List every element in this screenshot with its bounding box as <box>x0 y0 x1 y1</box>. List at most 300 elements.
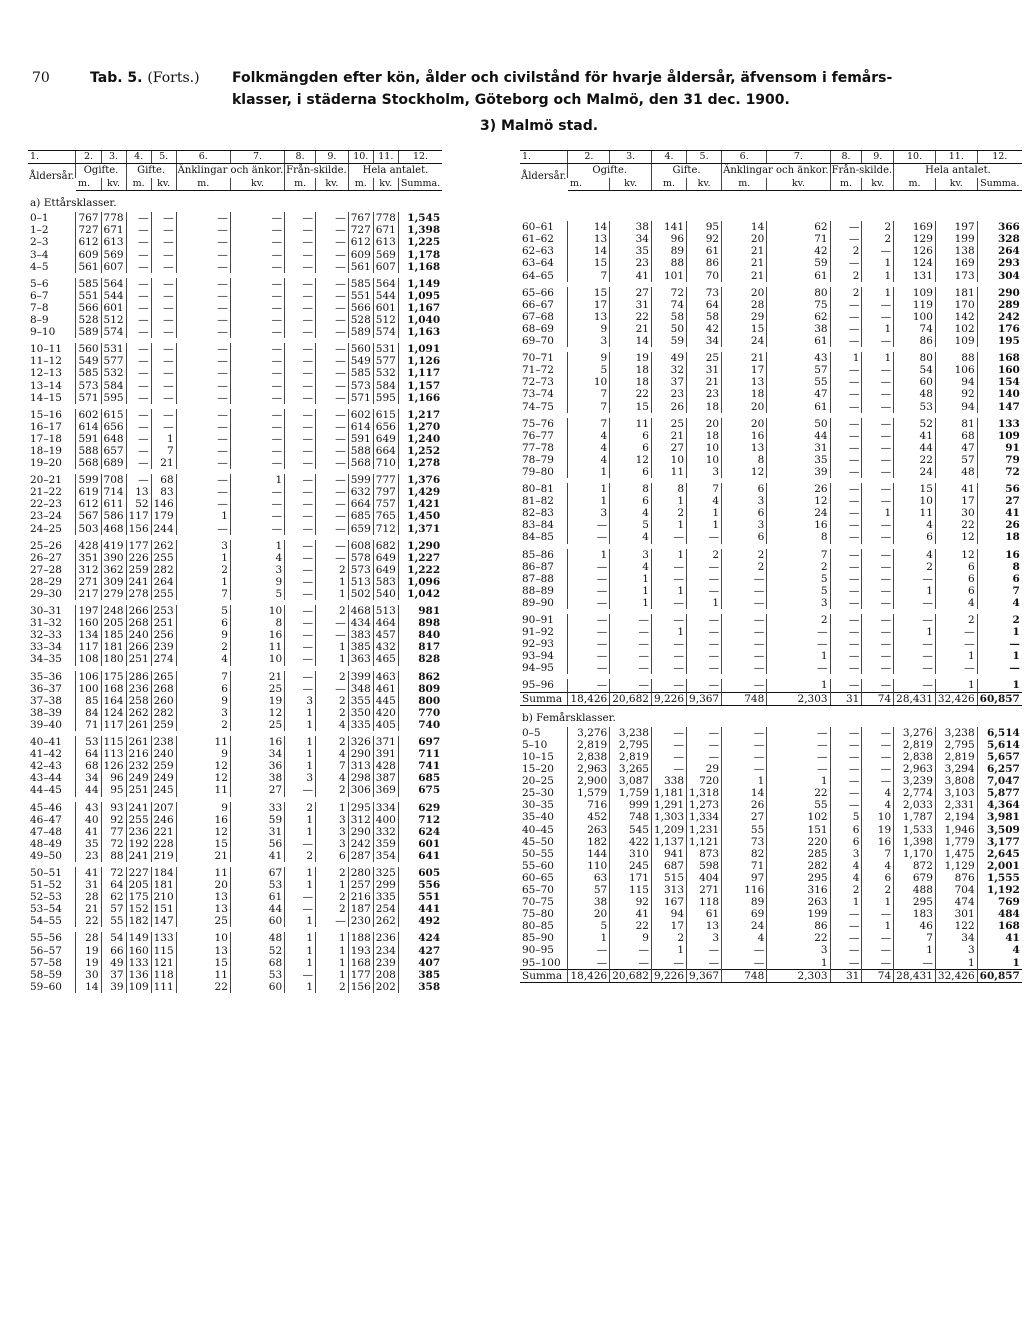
table-row <box>28 290 442 302</box>
value-cell: 390 <box>101 552 126 564</box>
table-row <box>520 221 1022 233</box>
value-cell: 298 <box>348 772 373 784</box>
value-cell: — <box>722 662 767 674</box>
value-cell: 4 <box>610 531 652 543</box>
col-widowed-header: Änklingar och änkor. <box>177 165 284 177</box>
value-cell: 1 <box>568 466 610 478</box>
value-cell: 22 <box>935 519 977 531</box>
table-row <box>520 824 1022 836</box>
value-cell: — <box>285 474 316 486</box>
value-cell: 1 <box>651 585 686 597</box>
value-cell: 566 <box>76 302 101 314</box>
value-cell: 1,475 <box>935 848 977 860</box>
value-cell: — <box>126 224 151 236</box>
value-cell: 602 <box>348 409 373 421</box>
value-cell: 24 <box>894 466 936 478</box>
col-number: 11. <box>373 151 398 164</box>
value-cell: — <box>176 326 230 338</box>
value-cell: 614 <box>348 421 373 433</box>
value-cell: 28 <box>76 891 101 903</box>
value-cell: — <box>687 739 722 751</box>
col-number: 8. <box>285 151 316 164</box>
value-cell: 31 <box>610 299 652 311</box>
value-cell: 359 <box>373 838 398 850</box>
table-row <box>520 811 1022 823</box>
value-cell: 332 <box>373 826 398 838</box>
value-cell: 93 <box>101 802 126 814</box>
value-cell: — <box>687 957 722 970</box>
value-cell: — <box>151 367 176 379</box>
col-unit-kv: kv. <box>101 178 126 191</box>
value-cell: 109 <box>935 335 977 347</box>
value-cell: — <box>894 679 936 692</box>
value-cell: 1 <box>862 920 894 932</box>
value-cell: 488 <box>894 884 936 896</box>
value-cell: — <box>126 367 151 379</box>
value-cell: 10 <box>894 495 936 507</box>
table-row <box>28 802 442 814</box>
value-cell: 1,334 <box>687 811 722 823</box>
value-cell: 126 <box>894 245 936 257</box>
value-cell: 199 <box>767 908 830 920</box>
value-cell: — <box>767 638 830 650</box>
value-cell: 2 <box>830 884 862 896</box>
col-unit-summa: Summa. <box>977 178 1022 191</box>
value-cell: 2 <box>862 233 894 245</box>
sum-cell: 27 <box>977 495 1022 507</box>
value-cell: 38 <box>767 323 830 335</box>
value-cell: 876 <box>935 872 977 884</box>
value-cell: 571 <box>348 392 373 404</box>
value-cell: 64 <box>76 748 101 760</box>
value-cell: — <box>830 751 862 763</box>
value-cell: — <box>230 367 284 379</box>
age-cell: 67–68 <box>522 310 554 323</box>
value-cell: 22 <box>894 454 936 466</box>
value-cell: 6 <box>830 836 862 848</box>
table-row <box>520 932 1022 944</box>
value-cell: 271 <box>687 884 722 896</box>
value-cell: 657 <box>101 445 126 457</box>
value-cell: 14 <box>722 787 767 799</box>
sum-cell: 1,225 <box>398 236 442 248</box>
value-cell: 282 <box>767 860 830 872</box>
value-cell: 258 <box>126 695 151 707</box>
value-cell: 1 <box>285 760 316 772</box>
value-cell: — <box>285 903 316 915</box>
age-cell: 25–26 <box>30 539 62 552</box>
age-cell: 70–75 <box>522 896 554 909</box>
value-cell: 192 <box>126 838 151 850</box>
value-cell: 2 <box>862 221 894 233</box>
value-cell: 1 <box>767 650 830 662</box>
sum-cell: 26 <box>977 519 1022 531</box>
value-cell: 39 <box>767 466 830 478</box>
summa-value: 18,426 <box>568 969 610 982</box>
value-cell: — <box>151 326 176 338</box>
value-cell: 1,137 <box>651 836 686 848</box>
table-row <box>28 302 442 314</box>
sum-cell: 1,376 <box>398 474 442 486</box>
value-cell: — <box>126 278 151 290</box>
value-cell: 64 <box>687 299 722 311</box>
value-cell: 53 <box>230 879 284 891</box>
value-cell: 8 <box>651 483 686 495</box>
value-cell: 5 <box>830 811 862 823</box>
value-cell: 313 <box>348 760 373 772</box>
sum-cell: 1,192 <box>977 884 1022 896</box>
sum-cell: 1,290 <box>398 540 442 552</box>
value-cell: 271 <box>76 576 101 588</box>
value-cell: 3 <box>610 549 652 561</box>
value-cell: — <box>568 531 610 543</box>
value-cell: 180 <box>101 653 126 665</box>
value-cell: 316 <box>767 884 830 896</box>
value-cell: 568 <box>348 457 373 469</box>
value-cell: 2 <box>935 614 977 626</box>
value-cell: 72 <box>101 838 126 850</box>
value-cell: — <box>230 433 284 445</box>
value-cell: 14 <box>568 221 610 233</box>
sum-cell: 140 <box>977 388 1022 400</box>
age-cell: 30–31 <box>30 605 62 618</box>
age-cell: 16–17 <box>30 420 62 433</box>
age-cell: 63–64 <box>522 257 554 270</box>
table-row <box>520 466 1022 478</box>
value-cell: 251 <box>151 617 176 629</box>
value-cell: — <box>830 418 862 430</box>
value-cell: 61 <box>767 270 830 282</box>
value-cell: — <box>767 751 830 763</box>
value-cell: 1 <box>894 944 936 956</box>
value-cell: 59 <box>230 814 284 826</box>
value-cell: — <box>722 614 767 626</box>
age-cell: 93–94 <box>522 650 554 663</box>
summa-value: 748 <box>722 969 767 982</box>
value-cell: 285 <box>767 848 830 860</box>
value-cell: 3,265 <box>610 763 652 775</box>
table-row <box>28 671 442 683</box>
value-cell: 41 <box>230 850 284 862</box>
value-cell: — <box>316 224 349 236</box>
value-cell: 528 <box>76 314 101 326</box>
col-number: 2. <box>76 151 101 164</box>
col-total-header: Hela antalet. <box>894 164 1022 179</box>
value-cell: 255 <box>151 588 176 600</box>
value-cell: 569 <box>373 249 398 261</box>
value-cell: — <box>126 380 151 392</box>
value-cell: 569 <box>101 249 126 261</box>
table-row <box>520 531 1022 543</box>
value-cell: — <box>316 433 349 445</box>
value-cell: 1 <box>862 507 894 519</box>
value-cell: 595 <box>101 392 126 404</box>
value-cell: 61 <box>230 891 284 903</box>
age-cell: 7–8 <box>30 301 49 314</box>
value-cell: 2 <box>316 707 349 719</box>
value-cell: 46 <box>894 920 936 932</box>
value-cell: 10 <box>568 376 610 388</box>
value-cell: 240 <box>126 629 151 641</box>
value-cell: 1 <box>285 736 316 748</box>
value-cell: 259 <box>151 719 176 731</box>
value-cell: — <box>830 944 862 956</box>
value-cell: 169 <box>894 221 936 233</box>
value-cell: 577 <box>373 355 398 367</box>
value-cell: 299 <box>373 879 398 891</box>
value-cell: 286 <box>126 671 151 683</box>
age-cell: 14–15 <box>30 391 62 404</box>
value-cell: 94 <box>651 908 686 920</box>
value-cell: 14 <box>568 245 610 257</box>
value-cell: 612 <box>76 236 101 248</box>
value-cell: — <box>230 510 284 522</box>
value-cell: 68 <box>76 760 101 772</box>
value-cell: 9 <box>176 802 230 814</box>
value-cell: — <box>285 617 316 629</box>
value-cell: — <box>862 466 894 478</box>
age-cell: 74–75 <box>522 400 554 413</box>
value-cell: 118 <box>151 969 176 981</box>
value-cell: 419 <box>101 540 126 552</box>
value-cell: — <box>651 573 686 585</box>
value-cell: 24 <box>722 335 767 347</box>
value-cell: 12 <box>935 531 977 543</box>
value-cell: 1,303 <box>651 811 686 823</box>
value-cell: 716 <box>568 799 610 811</box>
sum-cell: 2 <box>977 614 1022 626</box>
value-cell: 115 <box>151 945 176 957</box>
value-cell: 2 <box>316 605 349 617</box>
value-cell: — <box>830 454 862 466</box>
sum-cell: 697 <box>398 736 442 748</box>
age-cell: 50–55 <box>522 847 554 860</box>
value-cell: 102 <box>767 811 830 823</box>
value-cell: — <box>568 585 610 597</box>
table-row <box>28 236 442 248</box>
col-number: 4. <box>126 151 151 164</box>
sum-cell: 168 <box>977 352 1022 364</box>
sum-cell: 624 <box>398 826 442 838</box>
sum-cell: 605 <box>398 867 442 879</box>
value-cell: 1 <box>316 957 349 969</box>
col-age-header: Åldersår. <box>29 171 75 183</box>
table-row <box>520 299 1022 311</box>
table-row <box>28 392 442 404</box>
value-cell: — <box>176 474 230 486</box>
value-cell: 61 <box>767 401 830 413</box>
value-cell: — <box>935 638 977 650</box>
sum-cell: 109 <box>977 430 1022 442</box>
table-row <box>28 224 442 236</box>
value-cell: 21 <box>230 671 284 683</box>
value-cell: — <box>285 326 316 338</box>
value-cell: 47 <box>767 388 830 400</box>
value-cell: 53 <box>76 736 101 748</box>
age-cell: 59–60 <box>30 980 62 993</box>
value-cell: 941 <box>651 848 686 860</box>
col-number: 6. <box>176 151 230 164</box>
value-cell: 591 <box>76 433 101 445</box>
age-cell: 85–86 <box>522 548 554 561</box>
value-cell: — <box>830 662 862 674</box>
value-cell: — <box>316 683 349 695</box>
value-cell: — <box>862 727 894 739</box>
value-cell: 4 <box>568 442 610 454</box>
col-number: 10. <box>348 151 373 164</box>
table-row <box>520 739 1022 751</box>
value-cell: — <box>316 261 349 273</box>
sum-cell: 133 <box>977 418 1022 430</box>
sum-cell: 1,421 <box>398 498 442 510</box>
value-cell: 1 <box>230 540 284 552</box>
table-row <box>520 573 1022 585</box>
value-cell: 66 <box>101 945 126 957</box>
table-row <box>28 326 442 338</box>
value-cell: 11 <box>610 418 652 430</box>
table-row <box>520 896 1022 908</box>
value-cell: 3 <box>722 495 767 507</box>
value-cell: 1 <box>285 719 316 731</box>
value-cell: 4 <box>316 719 349 731</box>
age-cell: 56–57 <box>30 944 62 957</box>
age-cell: 91–92 <box>522 626 554 639</box>
value-cell: 18 <box>722 388 767 400</box>
value-cell: — <box>316 314 349 326</box>
value-cell: 27 <box>230 784 284 796</box>
value-cell: — <box>316 629 349 641</box>
value-cell: 351 <box>76 552 101 564</box>
value-cell: — <box>176 380 230 392</box>
sum-cell: 1,178 <box>398 249 442 261</box>
value-cell: 3,276 <box>894 727 936 739</box>
value-cell: 164 <box>101 695 126 707</box>
value-cell: 3 <box>722 519 767 531</box>
value-cell: — <box>285 224 316 236</box>
summa-value: 2,303 <box>767 969 830 982</box>
summa-value: 9,367 <box>687 692 722 705</box>
value-cell: 1,121 <box>687 836 722 848</box>
value-cell: — <box>722 585 767 597</box>
value-cell: 8 <box>610 483 652 495</box>
value-cell: 1,170 <box>894 848 936 860</box>
age-cell: 44–45 <box>30 784 62 797</box>
value-cell: 31 <box>687 364 722 376</box>
value-cell: — <box>126 457 151 469</box>
sum-cell: 551 <box>398 891 442 903</box>
value-cell: 22 <box>767 787 830 799</box>
summa-value: 9,367 <box>687 969 722 982</box>
value-cell: 60 <box>894 376 936 388</box>
value-cell: 1 <box>862 257 894 269</box>
value-cell: 17 <box>568 299 610 311</box>
value-cell: 9 <box>568 352 610 364</box>
age-cell: 57–58 <box>30 956 62 969</box>
age-cell: 35–40 <box>522 811 554 824</box>
value-cell: 197 <box>935 221 977 233</box>
value-cell: 1 <box>767 679 830 692</box>
value-cell: — <box>862 483 894 495</box>
age-cell: 20–21 <box>30 474 62 487</box>
table-row <box>520 335 1022 347</box>
value-cell: 16 <box>230 736 284 748</box>
value-cell: 96 <box>651 233 686 245</box>
value-cell: 613 <box>101 236 126 248</box>
value-cell: 3 <box>230 564 284 576</box>
value-cell: — <box>767 727 830 739</box>
summa-value: 2,303 <box>767 692 830 705</box>
value-cell: 60 <box>230 915 284 927</box>
left-table-wrap <box>28 150 442 993</box>
value-cell: — <box>285 588 316 600</box>
value-cell: 2,900 <box>568 775 610 787</box>
value-cell: — <box>687 662 722 674</box>
value-cell: — <box>894 650 936 662</box>
value-cell: — <box>862 751 894 763</box>
value-cell: 387 <box>373 772 398 784</box>
value-cell: 10 <box>862 811 894 823</box>
value-cell: — <box>285 784 316 796</box>
age-cell: 55–60 <box>522 859 554 872</box>
table-row <box>520 727 1022 739</box>
col-number: 6. <box>722 151 767 164</box>
value-cell: 704 <box>935 884 977 896</box>
value-cell: 765 <box>373 510 398 522</box>
value-cell: 25 <box>230 683 284 695</box>
value-cell: 146 <box>151 498 176 510</box>
value-cell: — <box>285 302 316 314</box>
value-cell: 67 <box>230 867 284 879</box>
value-cell: 219 <box>151 850 176 862</box>
table-row <box>520 561 1022 573</box>
value-cell: 41 <box>894 430 936 442</box>
value-cell: 240 <box>151 748 176 760</box>
value-cell: — <box>126 326 151 338</box>
sum-cell: 1,398 <box>398 224 442 236</box>
value-cell: 68 <box>230 957 284 969</box>
age-cell: 33–34 <box>30 641 62 654</box>
value-cell: 41 <box>610 908 652 920</box>
value-cell: 452 <box>568 811 610 823</box>
value-cell: — <box>316 355 349 367</box>
value-cell: 4 <box>722 932 767 944</box>
value-cell: 19 <box>76 945 101 957</box>
sum-cell: 289 <box>977 299 1022 311</box>
value-cell: — <box>568 597 610 609</box>
value-cell: — <box>568 626 610 638</box>
value-cell: — <box>894 662 936 674</box>
value-cell: 29 <box>687 763 722 775</box>
value-cell: 3,808 <box>935 775 977 787</box>
value-cell: — <box>862 376 894 388</box>
value-cell: 2,795 <box>935 739 977 751</box>
table-row <box>28 355 442 367</box>
value-cell: 2 <box>316 671 349 683</box>
value-cell: — <box>862 908 894 920</box>
table-row <box>28 653 442 665</box>
table-row <box>520 376 1022 388</box>
value-cell: — <box>151 314 176 326</box>
table-row <box>28 748 442 760</box>
value-cell: 2,194 <box>935 811 977 823</box>
value-cell: 720 <box>687 775 722 787</box>
value-cell: — <box>651 763 686 775</box>
value-cell: 38 <box>610 221 652 233</box>
value-cell: — <box>230 212 284 224</box>
value-cell: 15 <box>894 483 936 495</box>
value-cell: — <box>285 409 316 421</box>
value-cell: 463 <box>373 671 398 683</box>
